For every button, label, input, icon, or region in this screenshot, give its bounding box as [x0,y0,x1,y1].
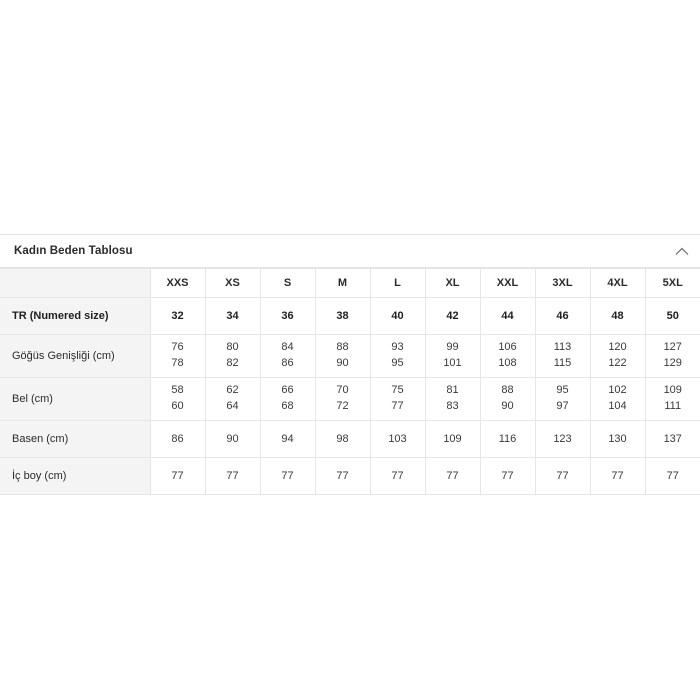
page-title: Kadın Beden Tablosu [14,245,133,257]
value-bottom: 86 [281,357,294,369]
value-bottom: 78 [171,357,184,369]
row-label: Göğüs Genişliği (cm) [0,335,150,378]
value-top: 76 [171,341,184,354]
value-top: 62 [226,384,239,397]
table-cell: 123 [535,421,590,458]
value-bottom: 97 [556,400,569,412]
value-top: 80 [226,341,239,354]
value-top: 102 [608,384,627,397]
value-bottom: 72 [336,400,349,412]
row-label: Basen (cm) [0,421,150,458]
value-top: 127 [663,341,682,354]
value-top: 93 [391,341,404,354]
table-cell: 77 [150,458,205,495]
column-header: XXL [480,269,535,298]
table-cell [205,335,260,378]
value-top: 120 [608,341,627,354]
table-cell: 42 [425,298,480,335]
value-top: 88 [336,341,349,354]
value-top: 70 [336,384,349,397]
value-bottom: 60 [171,400,184,412]
value-bottom: 111 [664,400,682,412]
table-cell: 94 [260,421,315,458]
column-header: XS [205,269,260,298]
column-header: XXS [150,269,205,298]
table-cell [590,335,645,378]
column-header: XL [425,269,480,298]
value-top: 99 [446,341,459,354]
table-row [0,335,700,378]
column-header: S [260,269,315,298]
table-cell: 77 [260,458,315,495]
table-cell [645,335,700,378]
table-cell: 77 [535,458,590,495]
table-cell: 77 [480,458,535,495]
table-row [0,421,700,458]
value-bottom: 64 [226,400,239,412]
table-cell [370,335,425,378]
column-header: 5XL [645,269,700,298]
size-chart-panel [0,234,700,495]
value-bottom: 95 [391,357,404,369]
table-cell: 77 [645,458,700,495]
table-cell: 109 [425,421,480,458]
table-cell: 86 [150,421,205,458]
row-label: Bel (cm) [0,378,150,421]
table-cell: 36 [260,298,315,335]
chevron-up-icon[interactable] [672,241,692,261]
value-top: 88 [501,384,514,397]
table-cell: 46 [535,298,590,335]
column-header: M [315,269,370,298]
table-cell: 32 [150,298,205,335]
row-label: İç boy (cm) [0,458,150,495]
table-cell: 98 [315,421,370,458]
table-cell [480,378,535,421]
table-cell: 103 [370,421,425,458]
table-cell: 130 [590,421,645,458]
value-top: 84 [281,341,294,354]
table-cell [535,335,590,378]
value-top: 81 [446,384,459,397]
value-bottom: 68 [281,400,294,412]
value-top: 66 [281,384,294,397]
table-cell [480,335,535,378]
table-cell [150,378,205,421]
value-bottom: 83 [446,400,459,412]
table-cell [260,335,315,378]
table-row [0,378,700,421]
table-cell [645,378,700,421]
table-cell: 77 [590,458,645,495]
value-top: 75 [391,384,404,397]
column-header: 4XL [590,269,645,298]
table-cell: 77 [315,458,370,495]
value-top: 109 [663,384,682,397]
table-cell: 116 [480,421,535,458]
table-cell: 77 [370,458,425,495]
value-bottom: 115 [553,357,572,369]
table-header-row [0,269,700,298]
table-row [0,458,700,495]
table-cell [260,378,315,421]
table-cell: 90 [205,421,260,458]
value-bottom: 82 [226,357,239,369]
value-bottom: 104 [608,400,627,412]
value-bottom: 90 [336,357,349,369]
table-cell: 38 [315,298,370,335]
table-cell [535,378,590,421]
value-bottom: 122 [608,357,627,369]
table-cell: 77 [205,458,260,495]
panel-header[interactable] [0,234,700,268]
table-cell [205,378,260,421]
value-top: 95 [556,384,569,397]
column-header: L [370,269,425,298]
row-label: TR (Numered size) [0,298,150,335]
table-cell [370,378,425,421]
table-cell: 48 [590,298,645,335]
value-top: 106 [498,341,517,354]
table-cell: 40 [370,298,425,335]
value-top: 58 [171,384,184,397]
value-bottom: 108 [498,357,517,369]
table-corner-cell [0,269,150,298]
value-bottom: 77 [391,400,404,412]
column-header: 3XL [535,269,590,298]
value-bottom: 90 [501,400,514,412]
table-cell [315,335,370,378]
table-cell: 44 [480,298,535,335]
size-chart-table [0,268,700,495]
value-top: 113 [553,341,572,354]
table-cell [150,335,205,378]
table-cell [425,335,480,378]
table-cell: 34 [205,298,260,335]
table-cell: 137 [645,421,700,458]
table-cell [425,378,480,421]
table-cell: 50 [645,298,700,335]
table-cell: 77 [425,458,480,495]
value-bottom: 101 [443,357,462,369]
value-bottom: 129 [663,357,682,369]
table-cell [315,378,370,421]
table-cell [590,378,645,421]
table-row [0,298,700,335]
